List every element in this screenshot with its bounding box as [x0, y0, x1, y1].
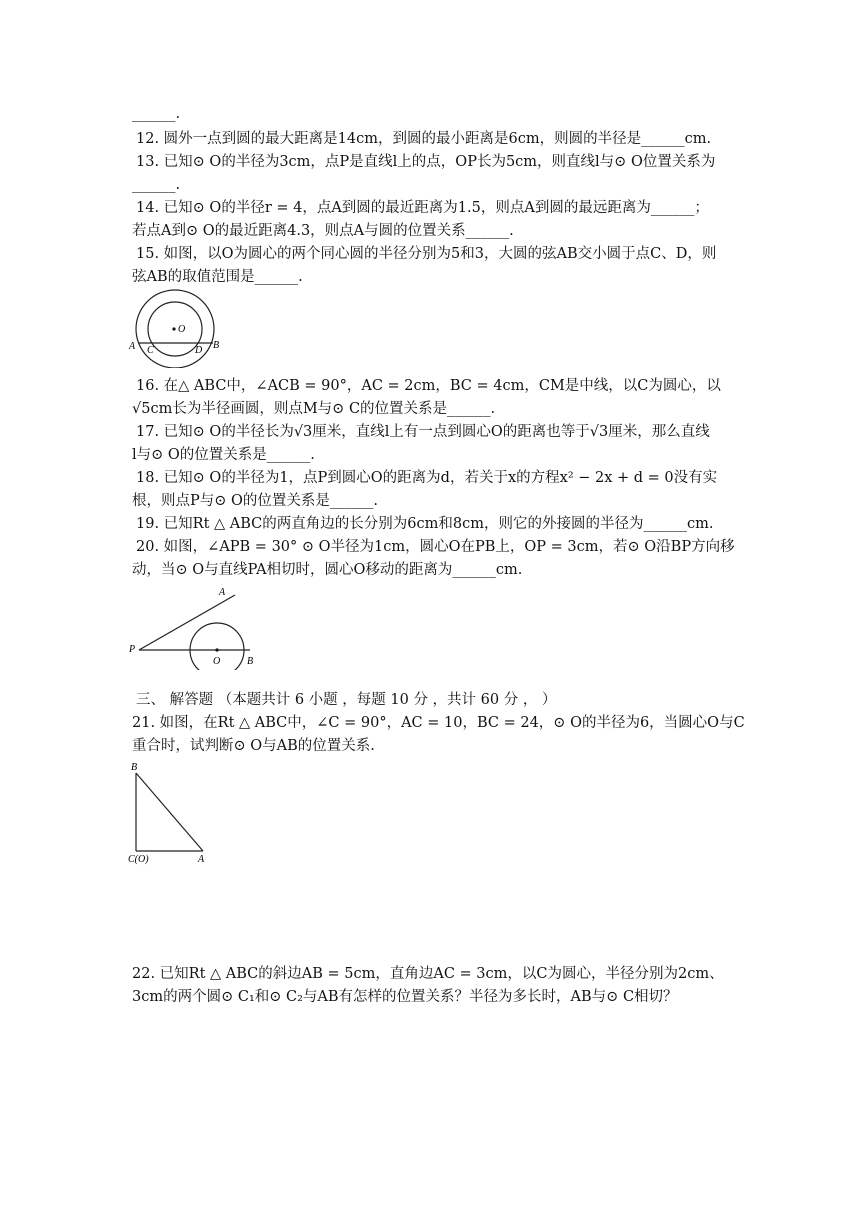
center-point-o: [172, 327, 175, 330]
question-13-line2: ______.: [132, 177, 181, 193]
question-18-line2: 根，则点P与⊙ O的位置关系是______.: [132, 493, 379, 509]
label-o: O: [178, 324, 186, 335]
q11-tail: ______.: [132, 106, 181, 122]
question-16-line2: √5cm长为半径画圆，则点M与⊙ C的位置关系是______.: [132, 401, 496, 417]
label-c: C: [147, 345, 154, 356]
question-20-line2: 动，当⊙ O与直线PA相切时，圆心O移动的距离为______cm.: [132, 562, 523, 578]
label-d: D: [195, 345, 203, 356]
label-p: P: [129, 644, 136, 655]
label-a: A: [198, 854, 205, 865]
label-b: B: [131, 762, 138, 773]
question-22-line2: 3cm的两个圆⊙ C₁和⊙ C₂与AB有怎样的位置关系？半径为多长时，AB与⊙ C相切？: [132, 989, 678, 1005]
label-a: A: [129, 341, 136, 352]
question-17-line2: l与⊙ O的位置关系是______.: [132, 447, 315, 463]
figure-right-triangle: [126, 758, 220, 866]
label-c-o: C(O): [128, 854, 149, 865]
center-point-o: [215, 648, 218, 651]
question-21-line1: 21. 如图，在Rt △ ABC中，∠C = 90°，AC = 10，BC = 24，⊙ O的半径为6，当圆心O与C: [132, 715, 745, 731]
question-14-line1: 14. 已知⊙ O的半径r = 4，点A到圆的最近距离为1.5，则点A到圆的最远距离为______；: [136, 200, 709, 216]
figure-concentric-circles: [128, 288, 224, 368]
label-b: B: [247, 656, 254, 667]
question-20-line1: 20. 如图，∠APB = 30° ⊙ O半径为1cm，圆心O在PB上，OP = 3cm，若⊙ O沿BP方向移: [136, 539, 735, 555]
question-16-line1: 16. 在△ ABC中，∠ACB = 90°，AC = 2cm，BC = 4cm，CM是中线，以C为圆心，以: [136, 378, 721, 394]
question-17-line1: 17. 已知⊙ O的半径长为√3厘米，直线l上有一点到圆心O的距离也等于√3厘米，那么直线: [136, 424, 710, 440]
question-13-line1: 13. 已知⊙ O的半径为3cm，点P是直线l上的点，OP长为5cm，则直线l与⊙ O位置关系为: [136, 154, 716, 170]
section-3-heading: 三、 解答题 （本题共计 6 小题 ，每题 10 分 ，共计 60 分 ， ）: [136, 692, 557, 708]
question-18-line1: 18. 已知⊙ O的半径为1，点P到圆心O的距离为d，若关于x的方程x² − 2x + d = 0没有实: [136, 470, 718, 486]
question-19: 19. 已知Rt △ ABC的两直角边的长分别为6cm和8cm，则它的外接圆的半径为______cm.: [136, 516, 714, 532]
question-21-line2: 重合时，试判断⊙ O与AB的位置关系.: [132, 738, 375, 754]
side-ab: [136, 773, 203, 851]
figure-angle-circle: [126, 586, 266, 670]
question-15-line1: 15. 如图，以O为圆心的两个同心圆的半径分别为5和3，大圆的弦AB交小圆于点C、D，则: [136, 246, 717, 262]
question-22-line1: 22. 已知Rt △ ABC的斜边AB = 5cm，直角边AC = 3cm，以C为圆心，半径分别为2cm、: [132, 966, 724, 982]
label-b: B: [213, 340, 220, 351]
label-o: O: [213, 656, 221, 667]
question-15-line2: 弦AB的取值范围是______.: [132, 269, 303, 285]
ray-pa: [139, 595, 235, 650]
question-14-line2: 若点A到⊙ O的最近距离4.3，则点A与圆的位置关系______.: [132, 223, 514, 239]
label-a: A: [219, 587, 226, 598]
question-12: 12. 圆外一点到圆的最大距离是14cm，到圆的最小距离是6cm，则圆的半径是______cm.: [136, 131, 712, 147]
